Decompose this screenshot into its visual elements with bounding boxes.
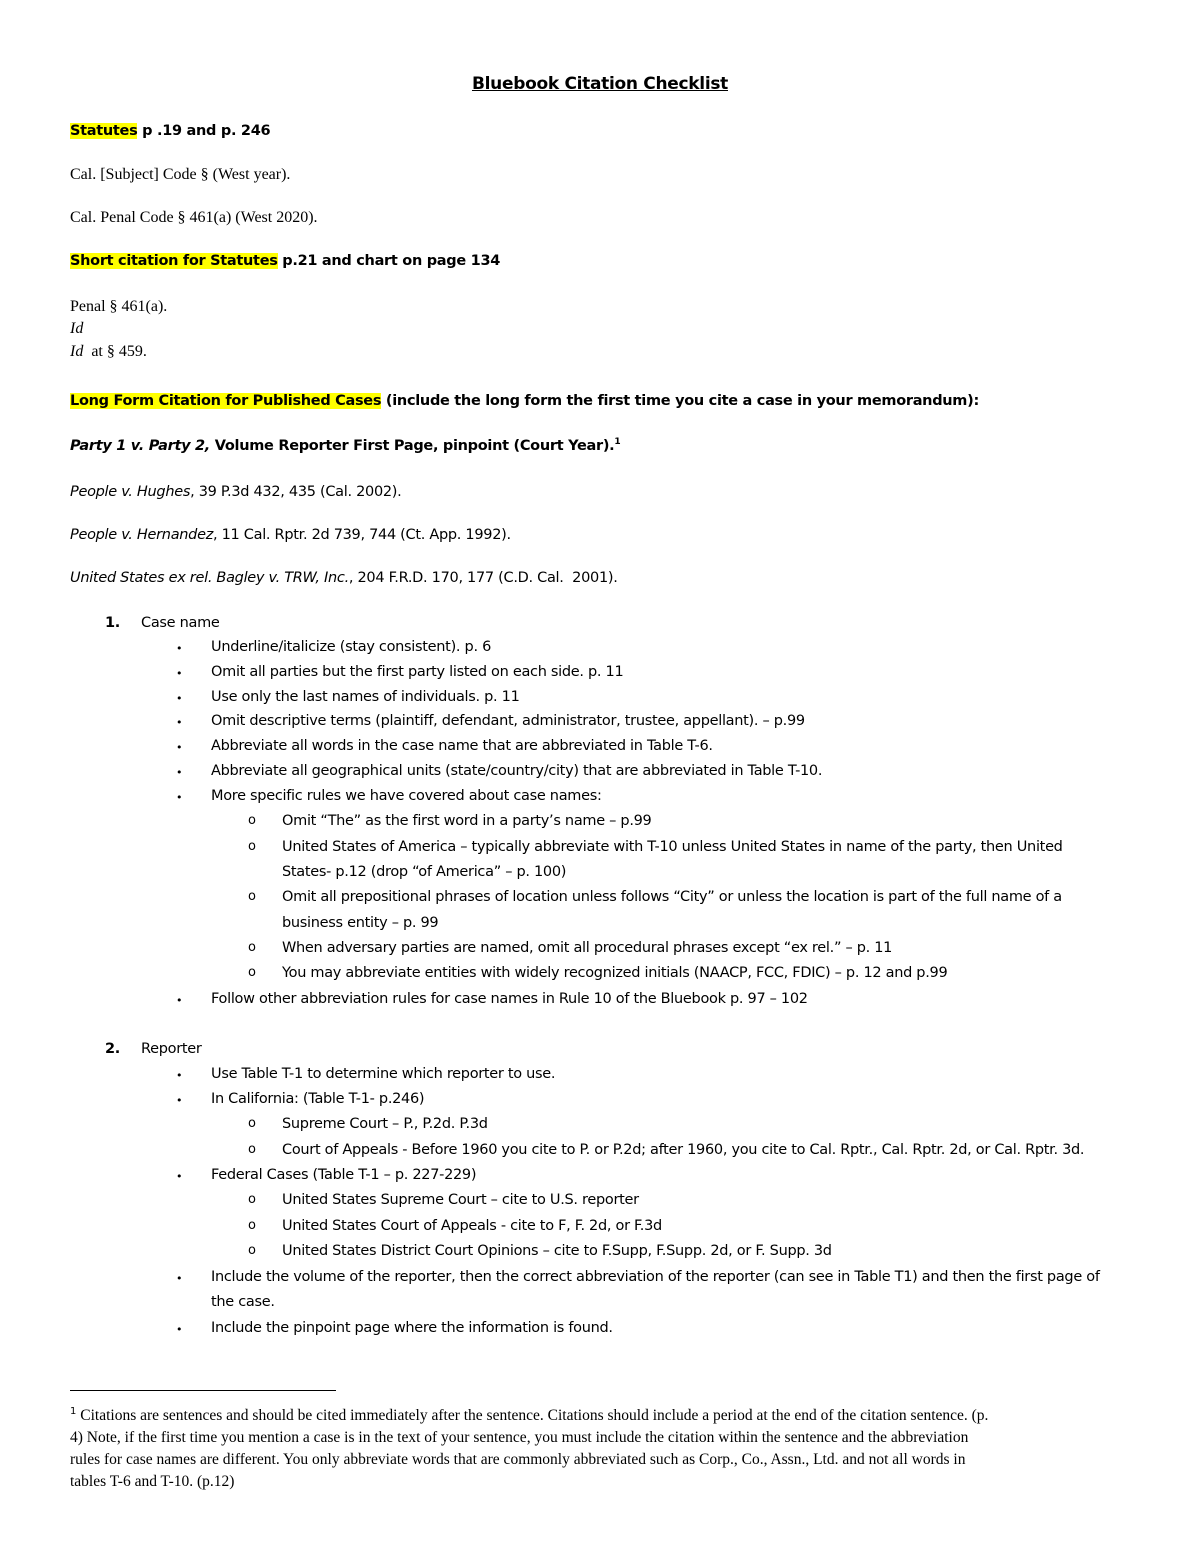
id-italic: Id xyxy=(70,343,84,360)
sub-list-item: United States of America – typically abbreviate with T-10 unless United States in name of the party, then United xyxy=(282,839,1063,855)
section-1-number: 1. xyxy=(105,615,120,631)
statutes-heading xyxy=(70,123,270,139)
footnote xyxy=(70,1401,1135,1493)
sub-list-item-cont: business entity – p. 99 xyxy=(282,915,439,931)
bullet-icon: • xyxy=(176,994,183,1007)
list-item: Follow other abbreviation rules for case names in Rule 10 of the Bluebook p. 97 – 102 xyxy=(211,991,808,1007)
sub-list-item: United States Supreme Court – cite to U.S. reporter xyxy=(282,1192,639,1208)
list-item: In California: (Table T-1- p.246) xyxy=(211,1091,425,1107)
short-citation-line-1: Penal § 461(a). xyxy=(70,298,168,315)
circle-bullet-icon: o xyxy=(248,1243,256,1258)
long-form-heading-tail: (include the long form the first time you cite a case in your memorandum): xyxy=(381,393,979,409)
list-item: Abbreviate all words in the case name that are abbreviated in Table T-6. xyxy=(211,738,713,754)
example-2-rest: , 11 Cal. Rptr. 2d 739, 744 (Ct. App. 1992). xyxy=(213,527,511,543)
circle-bullet-icon: o xyxy=(248,1116,256,1131)
page-title: Bluebook Citation Checklist xyxy=(471,74,728,94)
sub-list-item: Court of Appeals - Before 1960 you cite to P. or P.2d; after 1960, you cite to Cal. Rptr., Cal. Rptr. 2d, or Cal. Rptr. 3d. xyxy=(282,1142,1085,1158)
bullet-icon: • xyxy=(176,741,183,754)
sub-list-item: You may abbreviate entities with widely recognized initials (NAACP, FCC, FDIC) – p. 12 and p.99 xyxy=(282,965,948,981)
sub-list-item: United States Court of Appeals - cite to F, F. 2d, or F.3d xyxy=(282,1218,662,1234)
template-italic: Party 1 v. Party 2, xyxy=(70,437,210,454)
footnote-line-2: 4) Note, if the first time you mention a case is in the text of your sentence, you must include the citation within the sentence and the abbreviation xyxy=(70,1429,969,1447)
section-2-number: 2. xyxy=(105,1041,120,1057)
sub-list-item: Omit “The” as the first word in a party’s name – p.99 xyxy=(282,813,652,829)
circle-bullet-icon: o xyxy=(248,1142,256,1157)
statutes-line-2: Cal. Penal Code § 461(a) (West 2020). xyxy=(70,209,318,226)
example-3-italic: United States ex rel. Bagley v. TRW, Inc. xyxy=(70,570,349,586)
example-1-rest: , 39 P.3d 432, 435 (Cal. 2002). xyxy=(190,484,402,500)
list-item: Omit descriptive terms (plaintiff, defendant, administrator, trustee, appellant). – p.99 xyxy=(211,713,805,729)
circle-bullet-icon: o xyxy=(248,965,256,980)
sub-list-item: Omit all prepositional phrases of location unless follows “City” or unless the location is part of the full name of a xyxy=(282,889,1062,905)
circle-bullet-icon: o xyxy=(248,1192,256,1207)
footnote-text-1: Citations are sentences and should be cited immediately after the sentence. Citations should include a period at the end of the citation sentence. (p. xyxy=(76,1407,989,1425)
example-3 xyxy=(70,570,618,586)
sub-list-item: When adversary parties are named, omit all procedural phrases except “ex rel.” – p. 11 xyxy=(282,940,893,956)
sub-list-item-cont: States- p.12 (drop “of America” – p. 100) xyxy=(282,864,567,880)
short-citation-heading-highlight: Short citation for Statutes xyxy=(70,253,278,269)
long-form-heading-highlight: Long Form Citation for Published Cases xyxy=(70,393,382,409)
statutes-heading-highlight: Statutes xyxy=(70,123,138,139)
long-form-template xyxy=(70,437,620,454)
footnote-ref[interactable]: 1 xyxy=(614,437,621,447)
footnote-line-1 xyxy=(70,1401,1135,1427)
list-item: Include the volume of the reporter, then the correct abbreviation of the reporter (can see in Table T1) and then the first page of xyxy=(211,1269,1100,1285)
footnote-separator xyxy=(70,1390,336,1391)
list-item: Use Table T-1 to determine which reporter to use. xyxy=(211,1066,556,1082)
id-rest: at § 459. xyxy=(83,343,147,360)
bullet-icon: • xyxy=(176,766,183,779)
sub-list-item: Supreme Court – P., P.2d. P.3d xyxy=(282,1116,488,1132)
short-citation-line-3 xyxy=(70,343,147,361)
example-1-italic: People v. Hughes xyxy=(70,484,191,500)
bullet-icon: • xyxy=(176,642,183,655)
short-citation-line-2: Id xyxy=(70,320,84,337)
bullet-icon: • xyxy=(176,791,183,804)
short-citation-heading-tail: p.21 and chart on page 134 xyxy=(277,253,501,269)
bullet-icon: • xyxy=(176,667,183,680)
bullet-icon: • xyxy=(176,1323,183,1336)
bullet-icon: • xyxy=(176,1272,183,1285)
example-1 xyxy=(70,484,401,500)
short-citation-heading xyxy=(70,253,500,269)
list-item: Federal Cases (Table T-1 – p. 227-229) xyxy=(211,1167,477,1183)
circle-bullet-icon: o xyxy=(248,940,256,955)
bullet-icon: • xyxy=(176,1069,183,1082)
example-3-rest: , 204 F.R.D. 170, 177 (C.D. Cal. 2001). xyxy=(348,570,618,586)
circle-bullet-icon: o xyxy=(248,1218,256,1233)
example-2 xyxy=(70,527,511,543)
footnote-line-3: rules for case names are different. You only abbreviate words that are commonly abbreviated such as Corp., Co., Assn., Ltd. and not all words in xyxy=(70,1451,966,1469)
list-item: Omit all parties but the first party listed on each side. p. 11 xyxy=(211,664,624,680)
bullet-icon: • xyxy=(176,1094,183,1107)
list-item: More specific rules we have covered about case names: xyxy=(211,788,602,804)
list-item: Include the pinpoint page where the information is found. xyxy=(211,1320,613,1336)
bullet-icon: • xyxy=(176,692,183,705)
sub-list-item: United States District Court Opinions – cite to F.Supp, F.Supp. 2d, or F. Supp. 3d xyxy=(282,1243,832,1259)
list-item-cont: the case. xyxy=(211,1294,275,1310)
section-1-label: Case name xyxy=(141,615,220,631)
list-item: Use only the last names of individuals. p. 11 xyxy=(211,689,520,705)
section-2-label: Reporter xyxy=(141,1041,202,1057)
long-form-heading xyxy=(70,393,979,409)
circle-bullet-icon: o xyxy=(248,839,256,854)
circle-bullet-icon: o xyxy=(248,813,256,828)
template-rest: Volume Reporter First Page, pinpoint (Court Year). xyxy=(210,437,615,454)
statutes-line-1: Cal. [Subject] Code § (West year). xyxy=(70,166,291,183)
footnote-line-4: tables T-6 and T-10. (p.12) xyxy=(70,1473,235,1491)
bullet-icon: • xyxy=(176,1170,183,1183)
bullet-icon: • xyxy=(176,716,183,729)
list-item: Abbreviate all geographical units (state/country/city) that are abbreviated in Table T-10. xyxy=(211,763,823,779)
list-item: Underline/italicize (stay consistent). p. 6 xyxy=(211,639,491,655)
example-2-italic: People v. Hernandez xyxy=(70,527,214,543)
footnote-number: 1 xyxy=(70,1406,77,1417)
circle-bullet-icon: o xyxy=(248,889,256,904)
statutes-heading-tail: p .19 and p. 246 xyxy=(137,123,271,139)
